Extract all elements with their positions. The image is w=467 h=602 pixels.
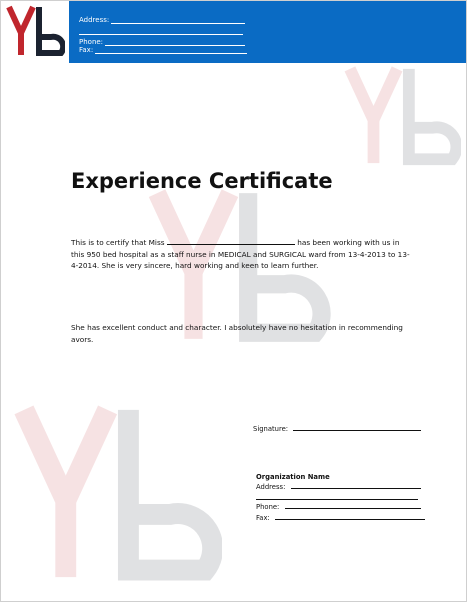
certificate-paragraph-2: She has excellent conduct and character. I absolutely have no hesitation in recommending avors.	[71, 323, 403, 344]
header-fax-label: Fax:	[79, 46, 94, 54]
organization-block	[256, 473, 330, 522]
organization-address-line[interactable]	[291, 488, 421, 489]
organization-name: Organization Name	[256, 473, 330, 481]
header-address-label: Address:	[79, 16, 110, 24]
header-fax-line[interactable]	[95, 53, 247, 54]
organization-phone-row	[256, 503, 421, 511]
paragraph-1-intro: This is to certify that Miss	[71, 238, 165, 247]
yb-logo-icon	[5, 3, 65, 59]
organization-fax-row	[256, 514, 425, 522]
signature-line[interactable]	[293, 430, 421, 431]
watermark-logo-icon	[341, 61, 461, 171]
organization-address-line-2[interactable]	[256, 499, 418, 500]
organization-fax-line[interactable]	[275, 519, 425, 520]
organization-phone-line[interactable]	[285, 508, 421, 509]
header-phone-label: Phone:	[79, 38, 104, 46]
header-address-line[interactable]	[111, 23, 245, 24]
header-address-row	[79, 16, 245, 24]
organization-phone-label: Phone:	[256, 503, 280, 511]
certificate-title: Experience Certificate	[71, 169, 333, 193]
employee-name-blank[interactable]	[167, 237, 295, 245]
header-address-line-2[interactable]	[79, 34, 243, 35]
organization-address-label: Address:	[256, 483, 286, 491]
header-phone-row	[79, 38, 245, 46]
organization-fax-label: Fax:	[256, 514, 270, 522]
signature-row	[253, 425, 421, 433]
header-address-extra-row	[79, 27, 243, 35]
signature-label: Signature:	[253, 425, 289, 433]
certificate-paragraph-1	[71, 237, 411, 272]
organization-address-row	[256, 483, 421, 491]
header-fax-row	[79, 46, 247, 54]
paragraph-1-rest: has been working with us in this 950 bed hospital as a staff nurse in MEDICAL and SURGICAL ward from 13-4-2013 to 13-4-2014. She is very sincere, hard working and keen to learn further.	[71, 238, 410, 270]
watermark-logo-icon	[7, 396, 222, 591]
header-band	[1, 1, 466, 63]
